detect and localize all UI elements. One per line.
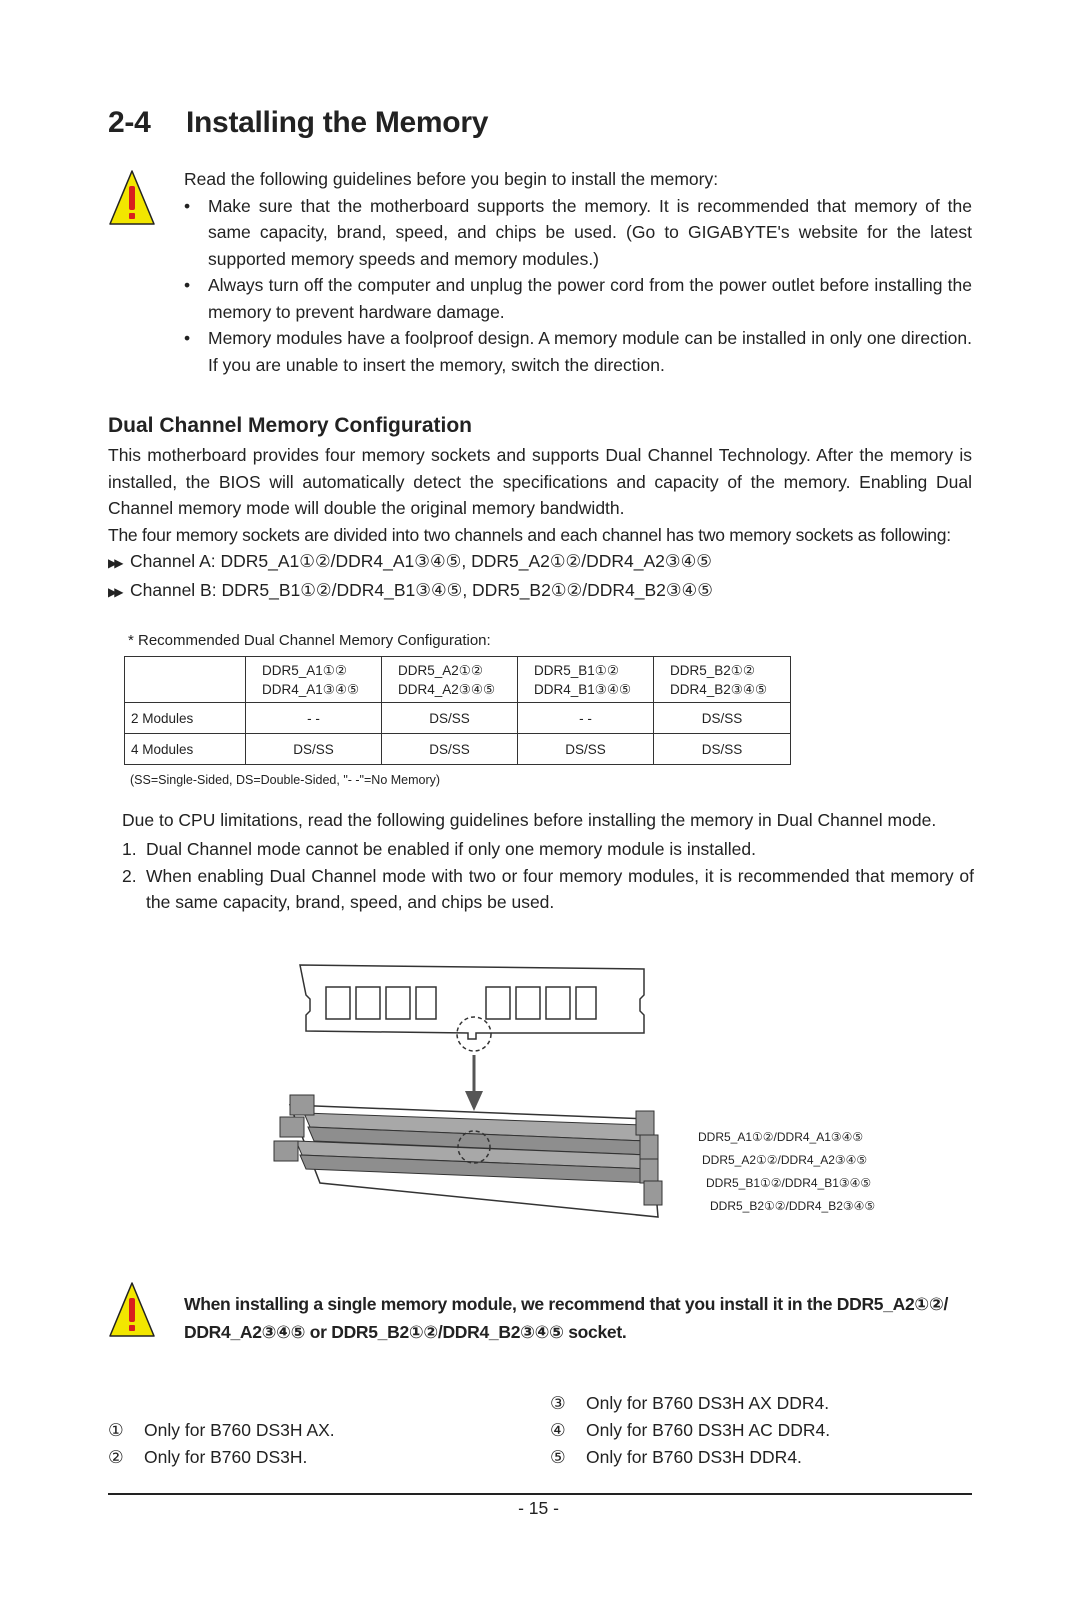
section-title	[108, 106, 488, 140]
cpu-guidelines-list	[122, 836, 974, 916]
table-cell: DS/SS	[246, 734, 382, 765]
table-corner-cell	[125, 657, 246, 703]
table-header-cell: DDR5_A2①② DDR4_A2③④⑤	[382, 657, 518, 703]
table-cell: - -	[518, 703, 654, 734]
guideline-bullet: • Memory modules have a foolproof design. A memory module can be installed in only one direction. If you are unable to insert the memory, switch the direction.	[184, 328, 972, 375]
list-item: 1. Dual Channel mode cannot be enabled if only one memory module is installed.	[122, 839, 756, 859]
table-cell: - -	[246, 703, 382, 734]
footnote: ⑤ Only for B760 DS3H DDR4.	[550, 1447, 802, 1467]
table-row	[125, 703, 791, 734]
footnote: ④ Only for B760 DS3H AC DDR4.	[550, 1420, 831, 1440]
footer-rule	[108, 1493, 972, 1495]
footnote: ① Only for B760 DS3H AX.	[108, 1420, 335, 1440]
dual-channel-paragraph: This motherboard provides four memory sockets and supports Dual Channel Technology. After the memory is installed, the BIOS will automatically detect the specifications and capacity of the memory. Enabling Dual Channel memory mode will double the original memory bandwidth.	[108, 445, 972, 518]
page-number: - 15 -	[518, 1498, 559, 1518]
section-number: 2-4	[108, 106, 151, 139]
slot-label: DDR5_A1①②/DDR4_A1③④⑤	[698, 1130, 864, 1144]
cpu-guidelines-intro: Due to CPU limitations, read the following guidelines before installing the memory in Dual Channel mode.	[122, 810, 937, 830]
table-header-row	[125, 657, 791, 703]
slot-label: DDR5_B2①②/DDR4_B2③④⑤	[710, 1199, 876, 1213]
double-arrow-icon: ▶▶	[108, 556, 121, 570]
footnote: ② Only for B760 DS3H.	[108, 1447, 308, 1467]
guidelines-intro: Read the following guidelines before you begin to install the memory:	[184, 169, 719, 189]
memory-config-table	[124, 656, 791, 765]
memory-module	[300, 965, 644, 1051]
table-note: * Recommended Dual Channel Memory Configuration:	[128, 632, 491, 649]
dual-channel-heading: Dual Channel Memory Configuration	[108, 414, 473, 437]
row-label: 2 Modules	[125, 703, 246, 734]
single-module-warning: When installing a single memory module, we recommend that you install it in the DDR5_A2①②/ DDR4_A2③④⑤ or DDR5_B2①②/DDR4_B2③④⑤ socket.	[184, 1294, 949, 1342]
section-title-text: Installing the Memory	[186, 106, 489, 139]
double-arrow-icon: ▶▶	[108, 584, 121, 599]
memory-install-diagram	[260, 955, 690, 1235]
slot-label: DDR5_A2①②/DDR4_A2③④⑤	[702, 1153, 868, 1167]
sockets-intro: The four memory sockets are divided into two channels and each channel has two memory sockets as following:	[108, 524, 951, 545]
table-header-cell: DDR5_A1①② DDR4_A1③④⑤	[246, 657, 382, 703]
table-header-cell: DDR5_B2①② DDR4_B2③④⑤	[654, 657, 791, 703]
table-cell: DS/SS	[382, 734, 518, 765]
table-legend: (SS=Single-Sided, DS=Double-Sided, "- -"=No Memory)	[130, 773, 441, 787]
channel-b-line: ▶▶ Channel B: DDR5_B1①②/DDR4_B1③④⑤, DDR5_B2①②/DDR4_B2③④⑤	[108, 577, 972, 606]
table-cell: DS/SS	[518, 734, 654, 765]
channel-a-line: ▶▶ Channel A: DDR5_A1①②/DDR4_A1③④⑤, DDR5_A2①②/DDR4_A2③④⑤	[108, 548, 972, 577]
guideline-bullet: • Always turn off the computer and unplug the power cord from the power outlet before installing the memory to prevent hardware damage.	[184, 275, 972, 322]
dimm-slots	[274, 1095, 662, 1217]
guideline-bullet: • Make sure that the motherboard supports the memory. It is recommended that memory of the same capacity, brand, speed, and chips be used. (Go to GIGABYTE's website for the latest supported memory speeds and memory modules.)	[184, 195, 972, 269]
table-cell: DS/SS	[382, 703, 518, 734]
table-header-cell: DDR5_B1①② DDR4_B1③④⑤	[518, 657, 654, 703]
table-row	[125, 734, 791, 765]
guidelines-block	[184, 166, 972, 378]
table-cell: DS/SS	[654, 734, 791, 765]
footnote: ③ Only for B760 DS3H AX DDR4.	[550, 1393, 830, 1413]
warning-icon	[108, 168, 156, 228]
warning-icon	[108, 1280, 156, 1340]
list-item: 2. When enabling Dual Channel mode with two or four memory modules, it is recommended that memory of the same capacity, brand, speed, and chips be used.	[122, 865, 974, 912]
insert-arrow-icon	[465, 1055, 483, 1111]
row-label: 4 Modules	[125, 734, 246, 765]
dual-channel-body	[108, 442, 972, 605]
slot-label: DDR5_B1①②/DDR4_B1③④⑤	[706, 1176, 872, 1190]
table-cell: DS/SS	[654, 703, 791, 734]
